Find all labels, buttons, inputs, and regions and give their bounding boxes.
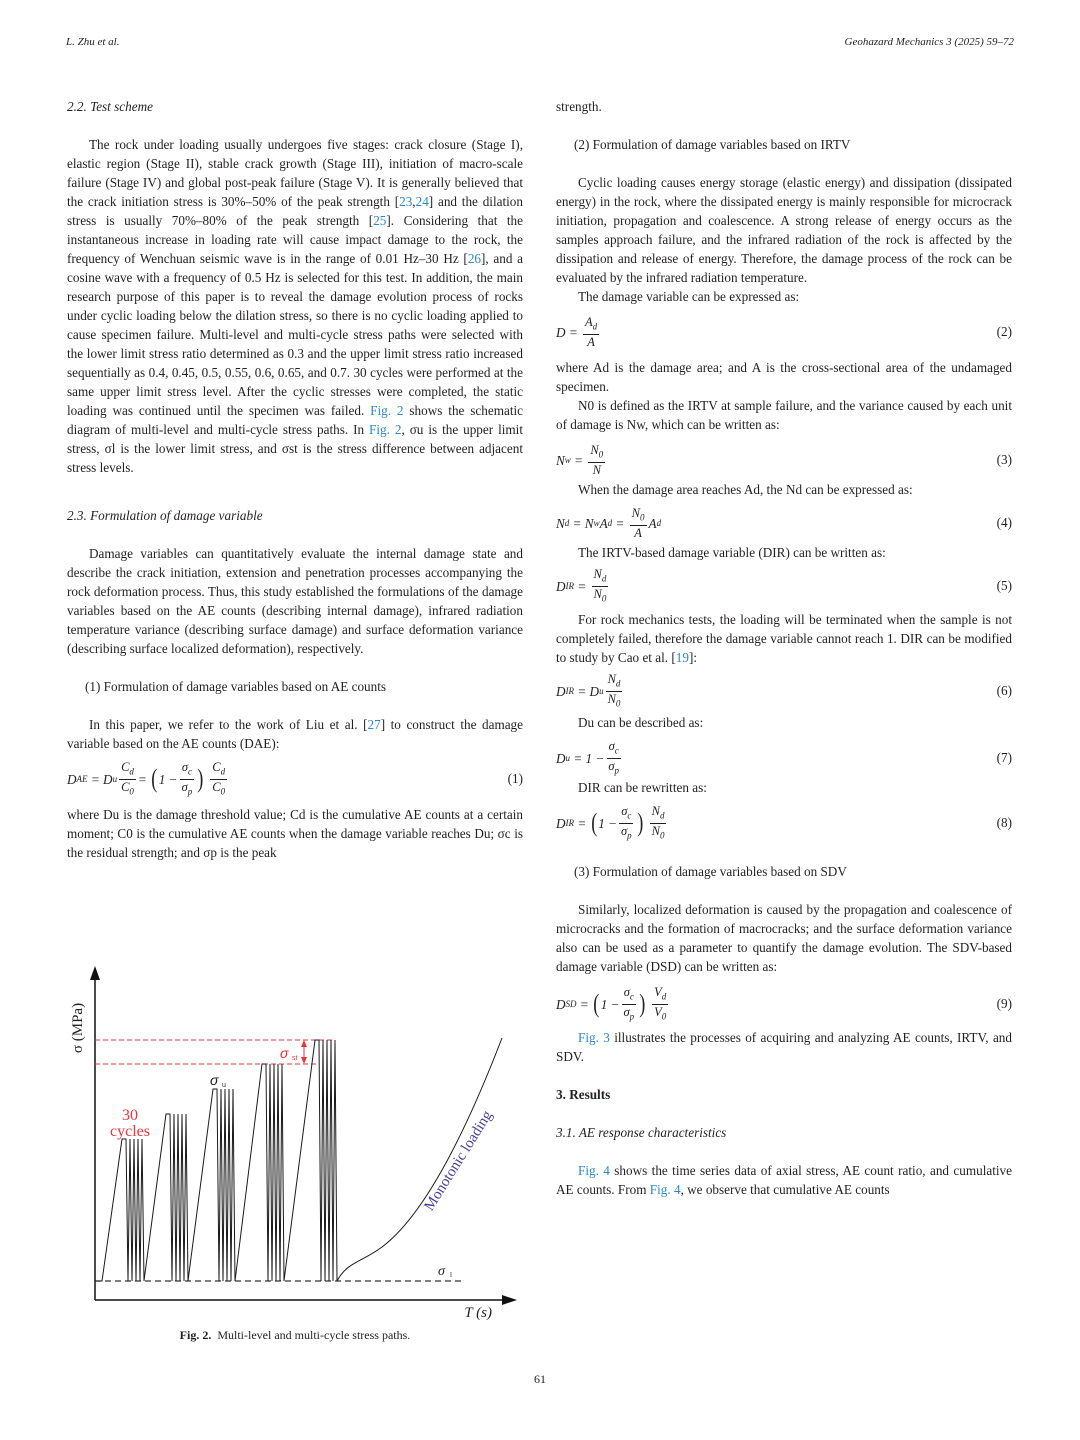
equation-1-explanation: where Du is the damage threshold value; Cd is the cumulative AE counts at a certain moment; C0 is the cumulative AE counts when the damage variable reaches Du; σc is the residual strength; and σp is the peak (67, 807, 523, 860)
ref-27-link[interactable]: 27 (367, 717, 381, 732)
sigma-u-label: σ (210, 1072, 219, 1088)
equation-1-number: (1) (507, 771, 523, 786)
running-header-authors: L. Zhu et al. (66, 36, 120, 48)
monotonic-loading-label: Monotonic loading (421, 1108, 496, 1214)
equation-2: D = $\frac{A_d}{A}$ (2) (556, 315, 1012, 349)
equation-9: D SD = ( 1 − $\frac{\sigma_c}{\sigma_p}$ ) $\frac{V_d}{V_0}$ (9) (556, 985, 1012, 1021)
equation-5-intro: The IRTV-based damage variable (DIR) can be written as: (578, 545, 886, 560)
ref-24-link[interactable]: 24 (415, 194, 429, 209)
equation-2-intro: The damage variable can be expressed as: (578, 289, 800, 304)
fig2-link[interactable]: Fig. 2 (369, 422, 402, 437)
subsection-3-paragraph: Similarly, localized deformation is caused by the propagation and coalescence of microcracks and the formation of macrocracks; and the surface deformation variance also can be used as a parameter to quantify the damage evolution. The SDV-based damage variable (DSD) can be written as: (556, 902, 1012, 974)
subsection-2-paragraph: Cyclic loading causes energy storage (elastic energy) and dissipation (dissipated energy) in the rock, where the dissipated energy is mainly responsible for microcrack initiation, propagation and coalescence. A strong release of energy occurs as the samples approach failure, and the infrared radiation of the rock is affected by the dissipation and release of energy. Therefore, the damage process of the rock can be evaluated by the infrared radiation temperature. (556, 175, 1012, 285)
sigma-st-label: σ (280, 1045, 289, 1061)
sigma-l-label: σ (438, 1264, 445, 1279)
y-axis-label: σ (MPa) (70, 1002, 86, 1054)
x-axis-label: T (s) (464, 1305, 492, 1321)
svg-text:u: u (222, 1082, 226, 1089)
section-2-2-paragraph: The rock under loading usually undergoes five stages: crack closure (Stage I), elastic region (Stage II), stable crack growth (Stage III), initiation of macro-scale failure (Stage IV) and global post-peak failure (Stage V). It is generally believed that the crack initiation stress is 30%–50% of the peak strength [23,24] and the dilation stress is usually 70%–80% of the peak strength [25]. Considering that the instantaneous increase in loading rate will cause impact damage to the rock, the frequency of Wenchuan seismic wave is in the range of 0.01 Hz–30 Hz [26], and a cosine wave with a frequency of 0.5 Hz is selected for this test. In addition, the main research purpose of this paper is to reveal the damage evolution process of rocks under cyclic loading below the dilation stress, so there is no cyclic loading applied to cause specimen failure. Multi-level and multi-cycle stress paths were selected with the lower limit stress ratio determined as 0.3 and the upper limit stress ratio increased sequentially as 0.4, 0.45, 0.5, 0.55, 0.6, 0.65, and 0.7. 30 cycles were performed at the same upper limit stress level. After the cyclic stresses were completed, the static loading was continued until the specimen was failed. Fig. 2 shows the schematic diagram of multi-level and multi-cycle stress paths. In Fig. 2, σu is the upper limit stress, σl is the lower limit stress, and σst is the stress difference between adjacent stress levels. (67, 137, 524, 475)
equation-2-explanation: where Ad is the damage area; and A is the cross-sectional area of the undamaged specimen. (556, 360, 1012, 394)
ref-19-link[interactable]: 19 (675, 650, 689, 665)
svg-text:l: l (450, 1271, 452, 1279)
fig4-link[interactable]: Fig. 4 (578, 1163, 610, 1178)
n0-paragraph: N0 is defined as the IRTV at sample failure, and the variance caused by each unit of damage is Nw, which can be written as: (556, 398, 1012, 432)
page-number: 61 (534, 1372, 546, 1386)
equation-7-intro: Du can be described as: (578, 715, 704, 730)
section-2-3-heading: 2.3. Formulation of damage variable (67, 508, 263, 523)
ref-23-link[interactable]: 23 (399, 194, 413, 209)
fig3-link[interactable]: Fig. 3 (578, 1030, 610, 1045)
section-2-2-heading: 2.2. Test scheme (67, 99, 153, 114)
section-2-3-paragraph: Damage variables can quantitatively evaluate the internal damage state and describe the crack initiation, extension and penetration processes accompanying the rock deformation process. Thus, this study established the formulations of the damage variables based on the AE counts (describing internal damage), infrared radiation temperature variance (describing surface damage) and surface deformation variance (describing surface localized deformation), respectively. (67, 546, 523, 656)
right-column (556, 97, 1012, 1199)
subsection-1-heading: (1) Formulation of damage variables based on AE counts (85, 679, 387, 694)
equation-3: N w = $\frac{N_0}{N}$ (3) (556, 443, 1012, 477)
left-column (67, 97, 523, 862)
ref-26-link[interactable]: 26 (467, 251, 481, 266)
subsection-1-paragraph: In this paper, we refer to the work of Liu et al. [27] to construct the damage variable based on the AE counts (DAE): (67, 717, 524, 751)
fig2-link[interactable]: Fig. 2 (370, 403, 404, 418)
equation-6: D IR = D u $\frac{N_d}{N_0}$ (6) (556, 672, 1012, 708)
equation-8: D IR = ( 1 − $\frac{\sigma_c}{\sigma_p}$ ) $\frac{N_d}{N_0}$ (8) (556, 804, 1012, 840)
equation-8-intro: DIR can be rewritten as: (578, 780, 707, 795)
cycles-label-number: 30 (122, 1107, 138, 1124)
figure-2-caption: Fig. 2. Multi-level and multi-cycle stress paths. (179, 1328, 411, 1342)
equation-1: D AE = D u $\frac{C_d}{C_0}$ = ( 1 − $\frac{\sigma_c}{\sigma_p}$ ) $\frac{C_d}{C_0}$ (1) (67, 759, 523, 799)
fig4-link[interactable]: Fig. 4 (649, 1182, 681, 1197)
fig3-paragraph: Fig. 3 illustrates the processes of acquiring and analyzing AE counts, IRTV, and SDV. (556, 1030, 1012, 1064)
continuation-text: strength. (556, 99, 602, 114)
section-3-1-heading: 3.1. AE response characteristics (556, 1125, 727, 1140)
equation-5: D IR = $\frac{N_d}{N_0}$ (5) (556, 567, 1012, 603)
ref-25-link[interactable]: 25 (373, 213, 387, 228)
section-3-heading: 3. Results (556, 1087, 611, 1102)
equation-4: N d = N w A d = $\frac{N_0}{A}$ A d (4) (556, 506, 1012, 540)
figure-2-stress-paths (62, 962, 528, 1322)
equation-6-intro: For rock mechanics tests, the loading will be terminated when the sample is not completely failed, therefore the damage variable cannot reach 1. DIR can be modified to study by Cao et al. [19]: (556, 612, 1012, 665)
equation-7: D u = 1 − $\frac{\sigma_c}{\sigma_p}$ (7) (556, 739, 1012, 775)
svg-text:st: st (292, 1055, 298, 1062)
subsection-2-heading: (2) Formulation of damage variables based on IRTV (574, 137, 851, 152)
subsection-3-heading: (3) Formulation of damage variables based on SDV (574, 864, 847, 879)
cycles-label-text: cycles (110, 1123, 150, 1140)
equation-4-intro: When the damage area reaches Ad, the Nd can be expressed as: (578, 482, 913, 497)
running-header-journal: Geohazard Mechanics 3 (2025) 59–72 (844, 36, 1014, 48)
section-3-1-paragraph: Fig. 4 shows the time series data of axial stress, AE count ratio, and cumulative AE counts. From Fig. 4, we observe that cumulative AE counts (556, 1163, 1013, 1197)
